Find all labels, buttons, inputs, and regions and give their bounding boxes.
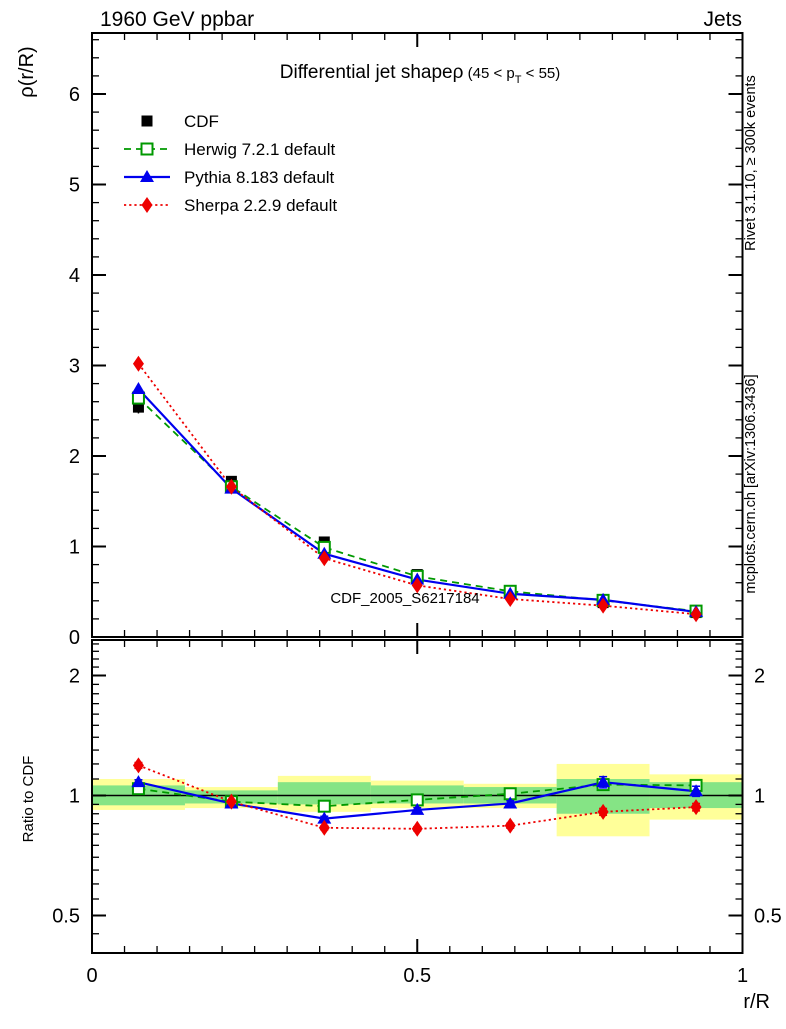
sherpa-legend-marker <box>142 197 153 213</box>
ratio-y-axis-label: Ratio to CDF <box>20 755 37 843</box>
plot-title-cut-prefix: (45 < p <box>463 65 515 82</box>
herwig-marker <box>133 393 144 404</box>
herwig-legend-marker <box>142 144 153 155</box>
plot-title <box>280 62 561 86</box>
mcplots-arxiv-label: mcplots.cern.ch [arXiv:1306.3436] <box>743 374 759 594</box>
ratio-y-tick-label-left: 1 <box>68 785 80 808</box>
main-y-axis-label: ρ(r/R) <box>16 46 38 98</box>
x-tick-label: 0.5 <box>403 965 432 987</box>
main-y-tick-label: 3 <box>68 355 80 378</box>
header-analysis-label: Jets <box>703 8 742 31</box>
plot-title-cut-sub: T <box>514 74 522 86</box>
legend-label-cdf: CDF <box>184 112 219 131</box>
rivet-version-label: Rivet 3.1.10, ≥ 300k events <box>743 75 759 251</box>
cdf-legend-marker <box>142 116 153 127</box>
legend-label-pythia: Pythia 8.183 default <box>184 168 335 187</box>
plot-title-main: Differential jet shapeρ <box>279 62 464 83</box>
header-beam-label: 1960 GeV ppbar <box>100 8 255 31</box>
main-panel-series <box>131 356 703 623</box>
legend <box>124 112 337 215</box>
ratio-y-tick-label-left: 0.5 <box>52 905 80 928</box>
main-y-tick-label: 2 <box>68 446 80 468</box>
tick-labels <box>52 84 782 987</box>
main-y-tick-label: 4 <box>68 265 80 287</box>
main-y-tick-label: 6 <box>68 84 80 106</box>
x-axis-label: r/R <box>743 991 770 1013</box>
pythia-marker <box>131 382 145 394</box>
ratio-y-tick-label-left: 2 <box>68 665 80 688</box>
sherpa-ratio-marker <box>133 757 144 773</box>
ratio-y-tick-label-right: 1 <box>754 785 766 808</box>
x-tick-label: 1 <box>736 965 749 987</box>
sherpa-ratio-marker <box>505 818 516 834</box>
main-y-tick-label: 1 <box>68 536 80 559</box>
sherpa-ratio-marker <box>412 821 423 837</box>
ratio-y-tick-label-right: 0.5 <box>754 905 782 928</box>
main-y-tick-label: 0 <box>68 627 80 649</box>
ratio-y-tick-label-right: 2 <box>754 665 766 688</box>
main-y-tick-label: 5 <box>68 174 80 197</box>
main-markers-sherpa <box>133 356 702 623</box>
plot-title-cut-suffix: < 55) <box>521 65 561 82</box>
herwig-ratio-marker <box>319 801 330 812</box>
analysis-watermark: CDF_2005_S6217184 <box>330 590 480 607</box>
legend-label-sherpa: Sherpa 2.2.9 default <box>184 196 338 215</box>
x-tick-label: 0 <box>86 965 98 987</box>
legend-label-herwig: Herwig 7.2.1 default <box>184 140 336 159</box>
